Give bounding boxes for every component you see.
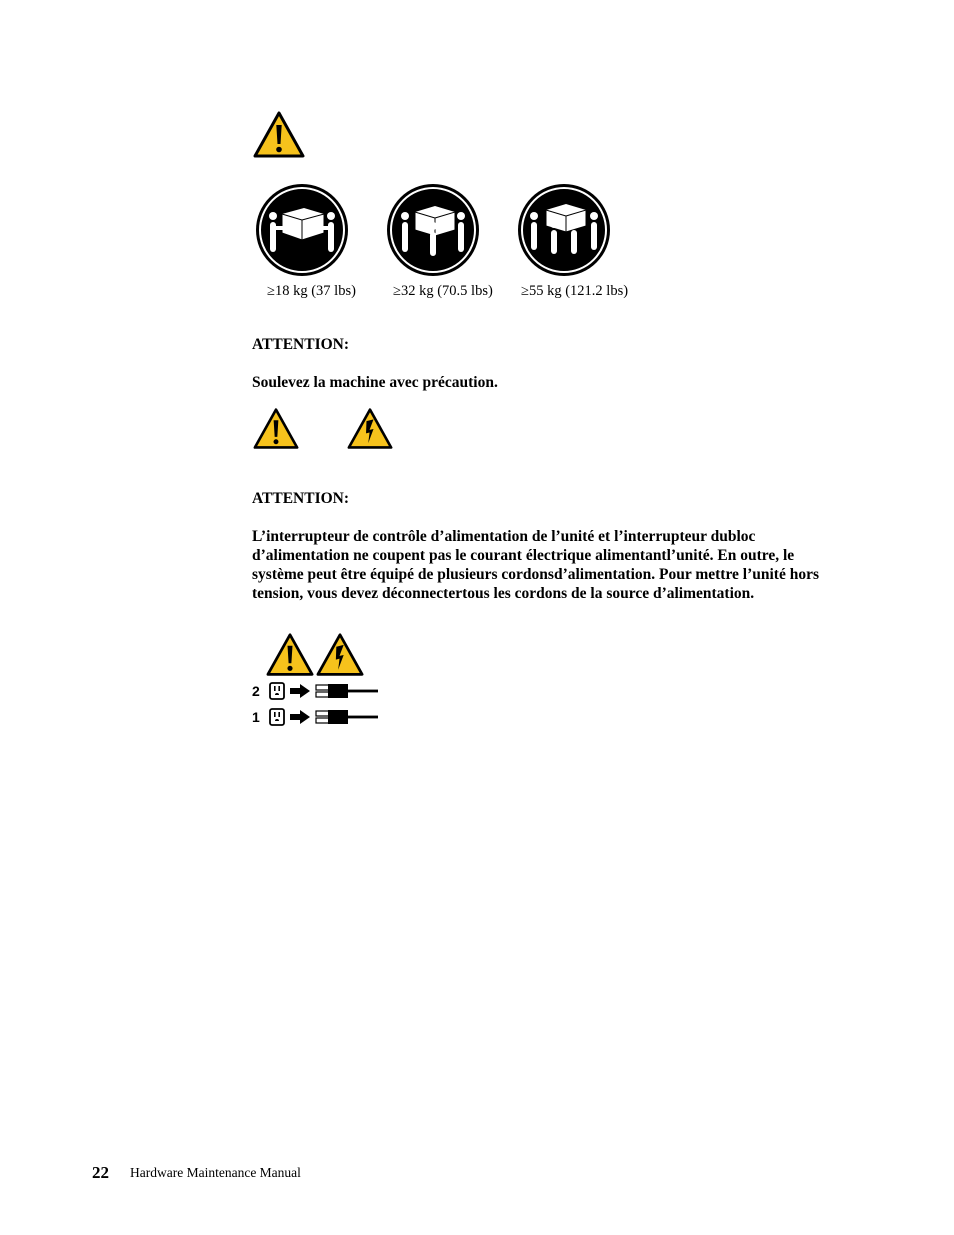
four-person-lift-icon — [516, 182, 612, 278]
weight-label: ≥18 kg (37 lbs) — [267, 283, 356, 299]
cord-number: 2 — [252, 683, 260, 699]
power-cord-unplug-icon — [268, 707, 380, 727]
manual-title: Hardware Maintenance Manual — [130, 1165, 301, 1180]
attention-heading: ATTENTION: — [252, 490, 350, 507]
cord-number: 1 — [252, 709, 260, 725]
three-person-lift-icon — [385, 182, 481, 278]
weight-label: ≥32 kg (70.5 lbs) — [393, 283, 493, 299]
weight-label: ≥55 kg (121.2 lbs) — [521, 283, 629, 299]
caution-triangle-icon — [265, 632, 315, 678]
high-voltage-icon — [346, 407, 394, 451]
power-cord-unplug-icon — [268, 681, 380, 701]
high-voltage-icon — [315, 632, 365, 678]
two-person-lift-icon — [254, 182, 350, 278]
lifting-notice-text: Soulevez la machine avec précaution. — [252, 374, 498, 391]
caution-triangle-icon — [252, 110, 306, 160]
page-number: 22 — [92, 1163, 109, 1182]
attention-heading: ATTENTION: — [252, 336, 350, 353]
caution-triangle-icon — [252, 407, 300, 451]
power-notice-text: L’interrupteur de contrôle d’alimentation de l’unité et l’interrupteur dubloc d’alimentation ne coupent pas le courant électrique alimentantl’unité. En outre, le système peut être équipé de plusieurs cordonsd’alimentation. Pour mettre l’unité hors tension, vous devez déconnectertous les cordons de la source d’alimentation. — [252, 528, 820, 602]
